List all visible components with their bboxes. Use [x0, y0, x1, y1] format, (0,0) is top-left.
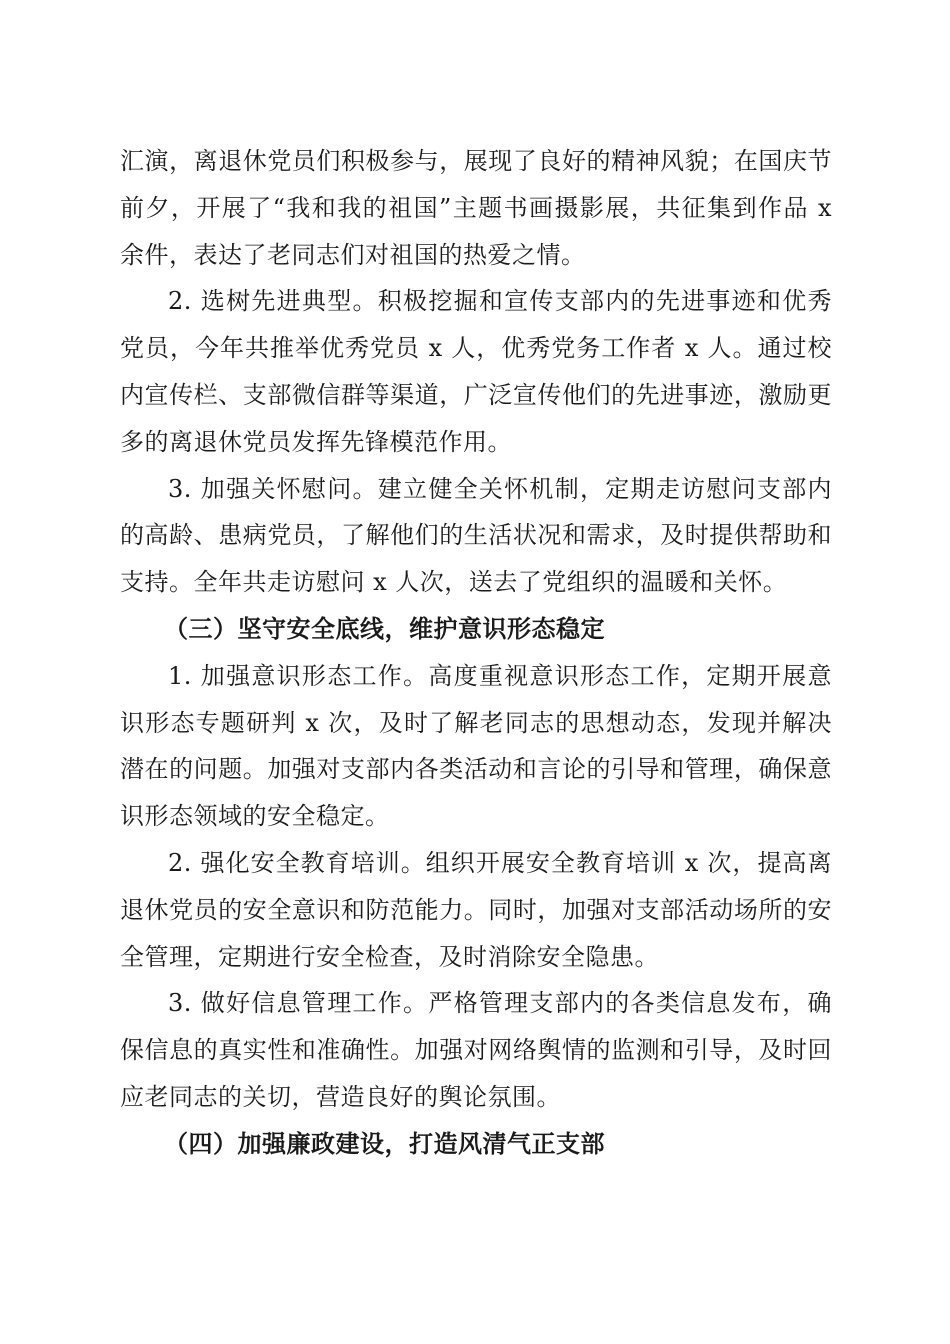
paragraph-item-1-ideology: 1. 加强意识形态工作。高度重视意识形态工作，定期开展意识形态专题研判 x 次，及时了解老同志的思想动态，发现并解决潜在的问题。加强对支部内各类活动和言论的引导和管理，确保意识形态领域的安全稳定。 [120, 661, 832, 831]
section-heading-4: （四）加强廉政建设，打造风清气正支部 [164, 1128, 605, 1158]
paragraph-continuation: 汇演，离退休党员们积极参与，展现了良好的精神风貌；在国庆节前夕，开展了“我和我的祖国”主题书画摄影展，共征集到作品 x 余件，表达了老同志们对祖国的热爱之情。 [120, 147, 832, 269]
section-heading-3: （三）坚守安全底线，维护意识形态稳定 [164, 613, 605, 643]
paragraph-item-3-care-visits: 3. 加强关怀慰问。建立健全关怀机制，定期走访慰问支部内的高龄、患病党员，了解他们的生活状况和需求，及时提供帮助和支持。全年共走访慰问 x 人次，送去了党组织的温暖和关怀。 [120, 474, 832, 597]
paragraph-item-2-select-models: 2. 选树先进典型。积极挖掘和宣传支部内的先进事迹和优秀党员，今年共推举优秀党员 x 人，优秀党务工作者 x 人。通过校内宣传栏、支部微信群等渠道，广泛宣传他们的先进事迹，激励更多的离退休党员发挥先锋模范作用。 [120, 287, 832, 456]
paragraph-item-3-information-management: 3. 做好信息管理工作。严格管理支部内的各类信息发布，确保信息的真实性和准确性。加强对网络舆情的监测和引导，及时回应老同志的关切，营造良好的舆论氛围。 [120, 989, 832, 1111]
document-body [120, 138, 832, 1168]
paragraph-item-2-safety-training: 2. 强化安全教育培训。组织开展安全教育培训 x 次，提高离退休党员的安全意识和防范能力。同时，加强对支部活动场所的安全管理，定期进行安全检查，及时消除安全隐患。 [120, 848, 832, 971]
